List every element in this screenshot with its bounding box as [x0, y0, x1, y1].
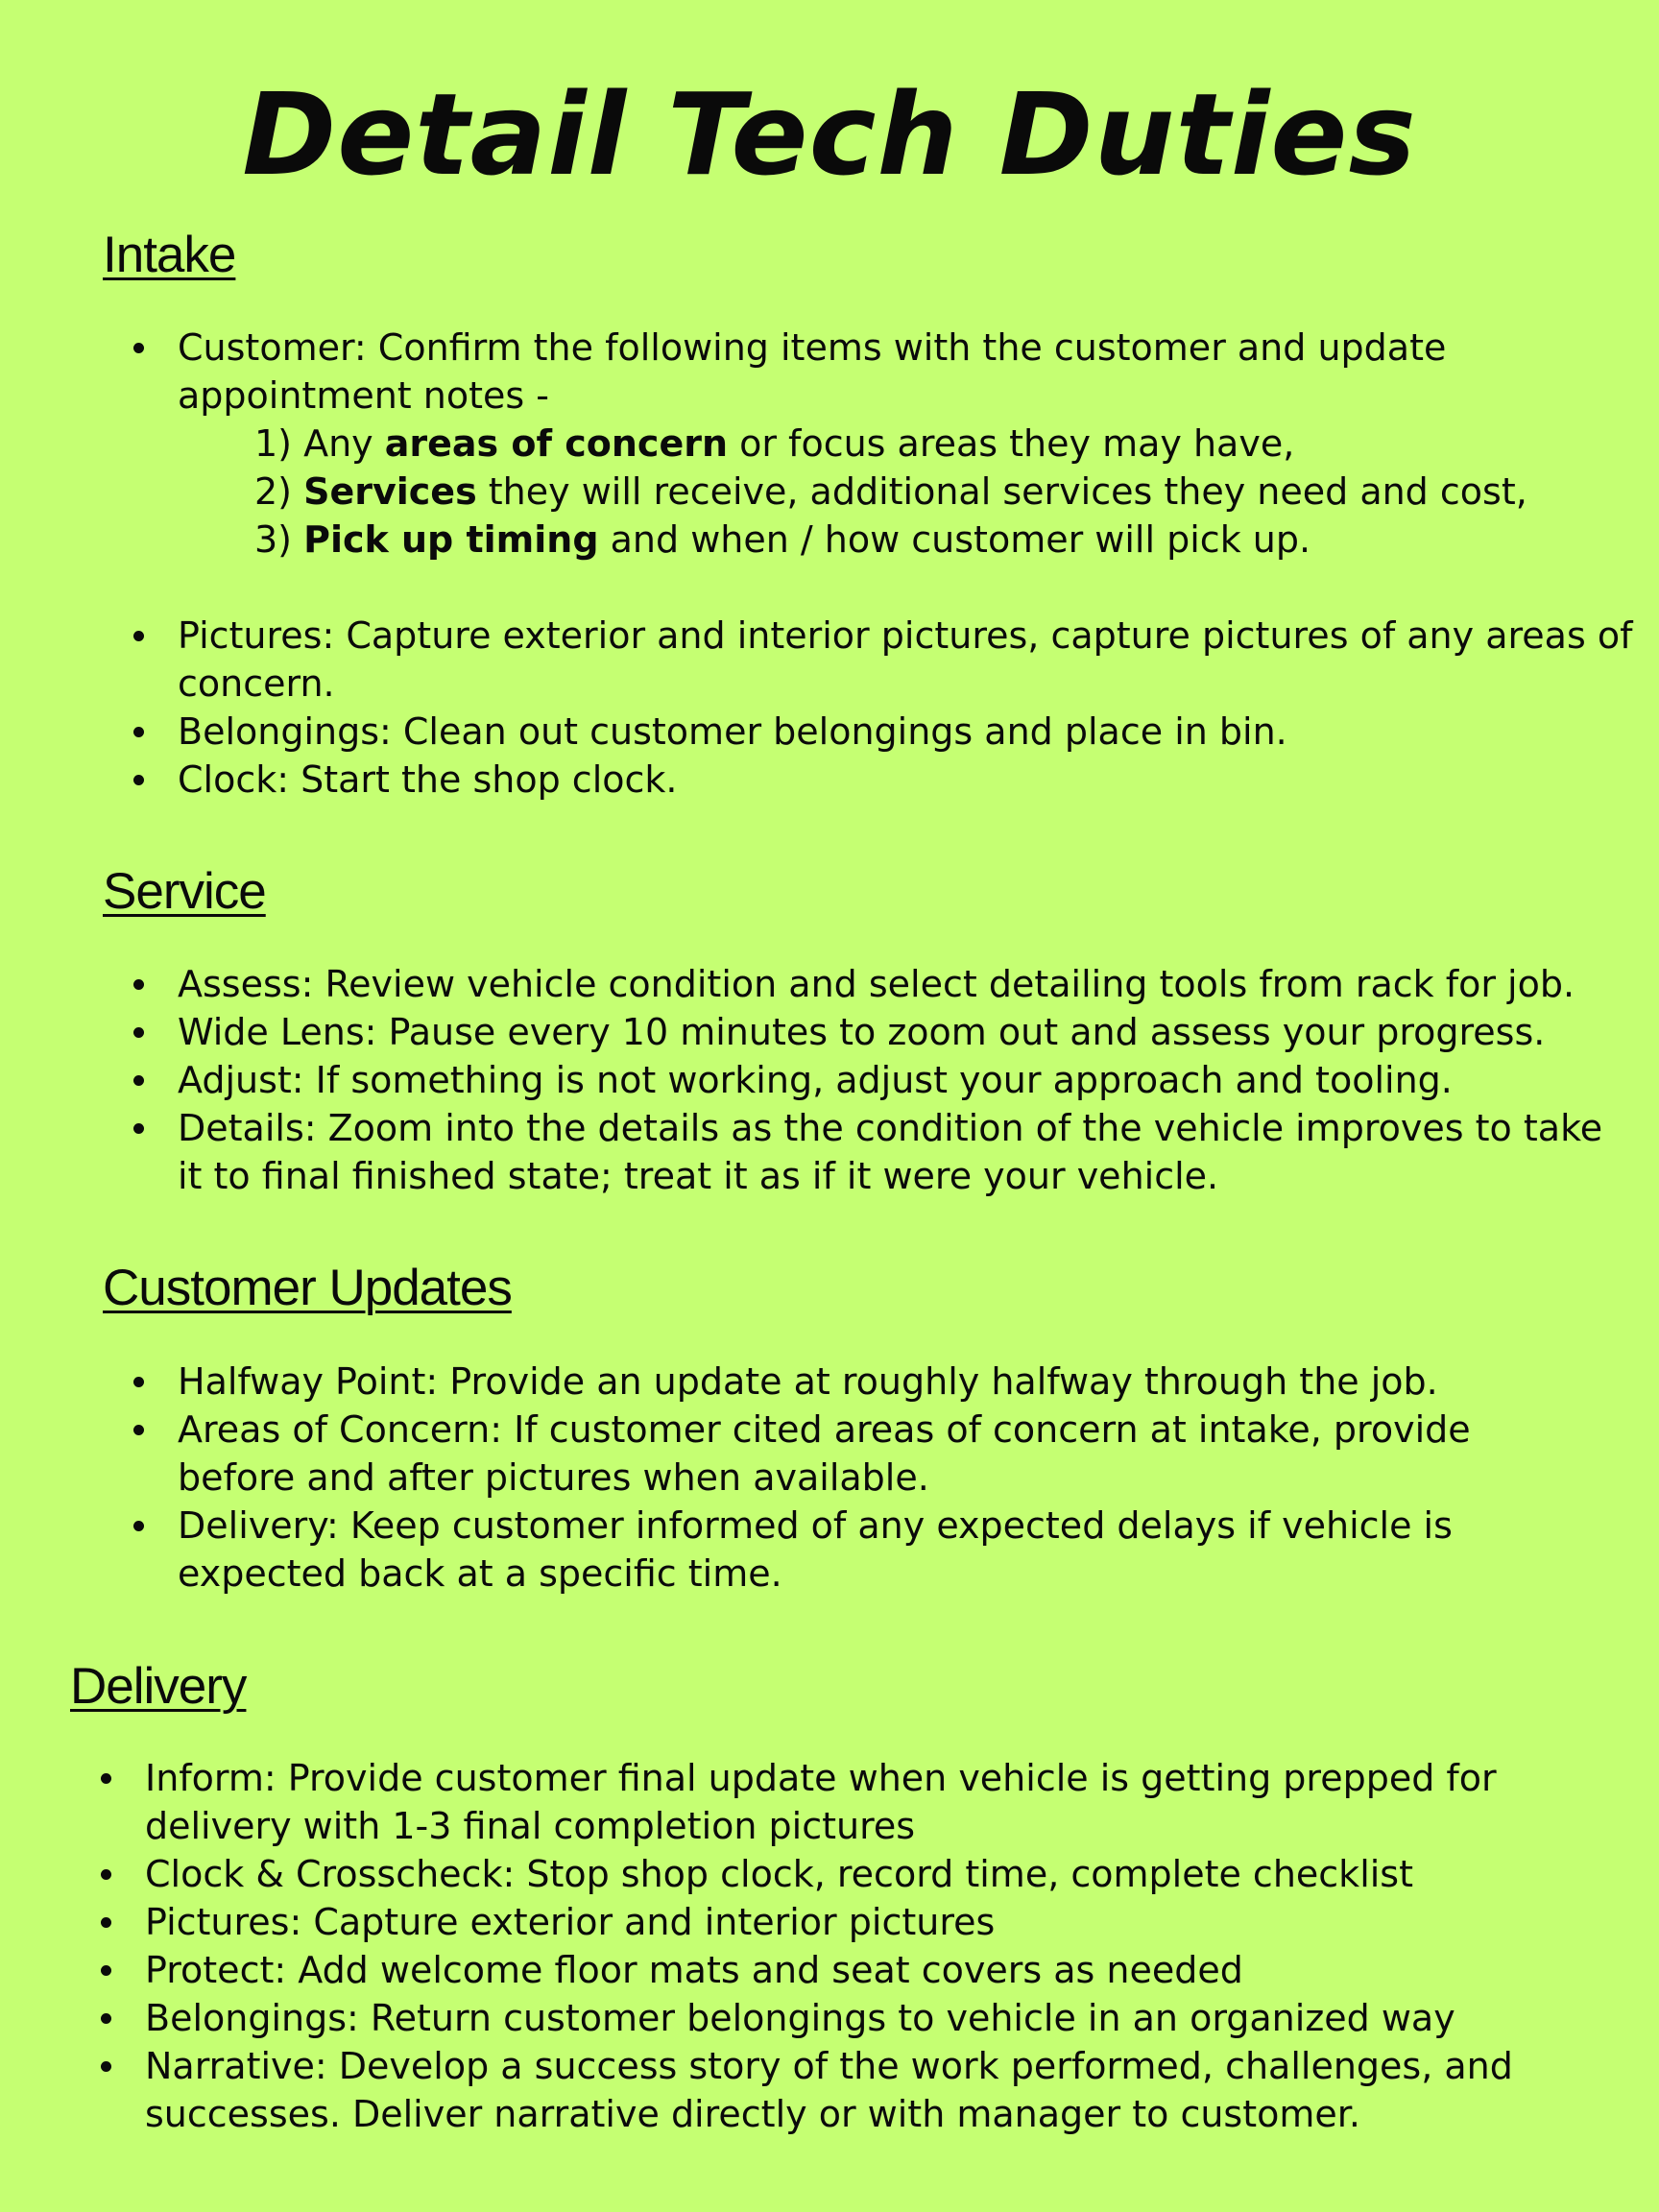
customer-updates-item: Delivery: Keep customer informed of any expected delays if vehicle is expected back at a specific time. [105, 1502, 1564, 1598]
intake-customer-sub-1: 1) Any areas of concern or focus areas they may have, [254, 422, 1295, 465]
intake-heading: Intake [103, 227, 236, 283]
service-item: Adjust: If something is not working, adjust your approach and tooling. [105, 1056, 1641, 1104]
customer-updates-item: Areas of Concern: If customer cited areas of concern at intake, provide before and after pictures when available. [105, 1406, 1564, 1502]
service-item: Wide Lens: Pause every 10 minutes to zoom out and assess your progress. [105, 1008, 1641, 1056]
intake-item-customer [105, 324, 1641, 612]
service-item: Details: Zoom into the details as the condition of the vehicle improves to take it to final finished state; treat it as if it were your vehicle. [105, 1104, 1637, 1200]
intake-list [105, 324, 1641, 804]
intake-customer-sub-2: 2) Services they will receive, additional services they need and cost, [254, 470, 1527, 513]
delivery-list [72, 1754, 1579, 2138]
delivery-item: Protect: Add welcome floor mats and seat covers as needed [72, 1946, 1579, 1994]
delivery-heading: Delivery [70, 1658, 247, 1715]
customer-updates-heading: Customer Updates [103, 1260, 512, 1316]
delivery-item: Inform: Provide customer final update when vehicle is getting prepped for delivery with 1-3 final completion pictures [72, 1754, 1579, 1850]
delivery-item: Narrative: Develop a success story of the work performed, challenges, and successes. Deliver narrative directly or with manager to customer. [72, 2042, 1579, 2138]
customer-updates-item: Halfway Point: Provide an update at roughly halfway through the job. [105, 1358, 1564, 1406]
intake-item: Belongings: Clean out customer belongings and place in bin. [105, 708, 1641, 756]
page-title: Detail Tech Duties [242, 68, 1417, 201]
intake-customer-sub-3: 3) Pick up timing and when / how customer will pick up. [254, 518, 1311, 561]
intake-customer-lead: Customer: Confirm the following items with the customer and update appointment notes - [178, 326, 1447, 417]
service-item: Assess: Review vehicle condition and select detailing tools from rack for job. [105, 960, 1641, 1008]
intake-item: Pictures: Capture exterior and interior pictures, capture pictures of any areas of concern. [105, 612, 1641, 708]
delivery-item: Belongings: Return customer belongings to vehicle in an organized way [72, 1994, 1579, 2042]
delivery-item: Clock & Crosscheck: Stop shop clock, record time, complete checklist [72, 1850, 1579, 1898]
intake-item: Clock: Start the shop clock. [105, 756, 1641, 804]
service-heading: Service [103, 863, 266, 920]
delivery-item: Pictures: Capture exterior and interior pictures [72, 1898, 1579, 1946]
service-list [105, 960, 1641, 1200]
customer-updates-list [105, 1358, 1564, 1598]
